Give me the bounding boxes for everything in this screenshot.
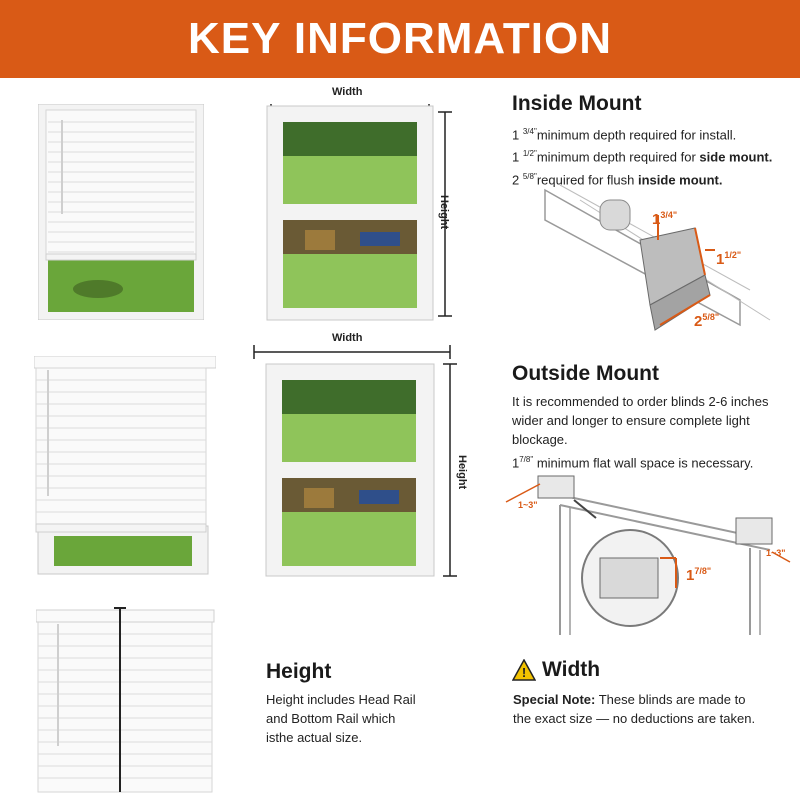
flat-wall-space-line: $1^{7/8"}$ minimum flat wall space is necessary. (512, 455, 754, 471)
callout-depth-3-4: $1^{3/4"}$ (652, 210, 678, 228)
outside-mount-paragraph: It is recommended to order blinds 2-6 inches wider and longer to ensure complete light blockage. (512, 394, 769, 447)
width-heading (512, 658, 600, 682)
header-banner (0, 0, 800, 78)
height-description: Height includes Head Rail and Bottom Rail which isthe actual size. (266, 692, 416, 745)
inside-mount-bracket-illustration (540, 180, 790, 340)
arrow-right-label: 1~3" (766, 548, 786, 558)
spec-line: 2 $^{5/8"}$required for flush inside mount. (512, 171, 723, 187)
outside-mount-title: Outside Mount (512, 362, 659, 385)
page-title: KEY INFORMATION (187, 14, 613, 63)
width-special-note: Special Note: These blinds are made to the exact size — no deductions are taken. (513, 692, 756, 726)
svg-text:!: ! (521, 665, 527, 680)
width-title: Width (542, 658, 601, 681)
spec-line: 1 $^{1/2"}$minimum depth required for side mount. (512, 149, 773, 165)
arrow-left-label: 1~3" (518, 500, 538, 510)
height-title: Height (266, 660, 332, 683)
warning-icon (512, 659, 536, 681)
width-label-1: Width (332, 86, 363, 98)
height-label-1: Height (438, 195, 450, 230)
blind-outside-window-illustration (34, 356, 216, 578)
width-label-2: Width (332, 332, 363, 344)
blind-inside-window-illustration (38, 104, 204, 320)
height-label-2: Height (456, 455, 468, 490)
callout-depth-5-8: $2^{5/8"}$ (694, 312, 720, 330)
inside-mount-specs (512, 122, 772, 189)
spec-line: 1 $^{3/4"}$minimum depth required for install. (512, 127, 737, 143)
outside-mount-bracket-illustration (500, 470, 796, 638)
callout-depth-1-2: $1^{1/2"}$ (716, 250, 742, 268)
window-dimension-diagram-2 (252, 342, 474, 582)
inside-mount-title: Inside Mount (512, 92, 642, 115)
callout-flat-space: $1^{7/8"}$ (686, 566, 712, 584)
blind-height-illustration (36, 606, 216, 794)
